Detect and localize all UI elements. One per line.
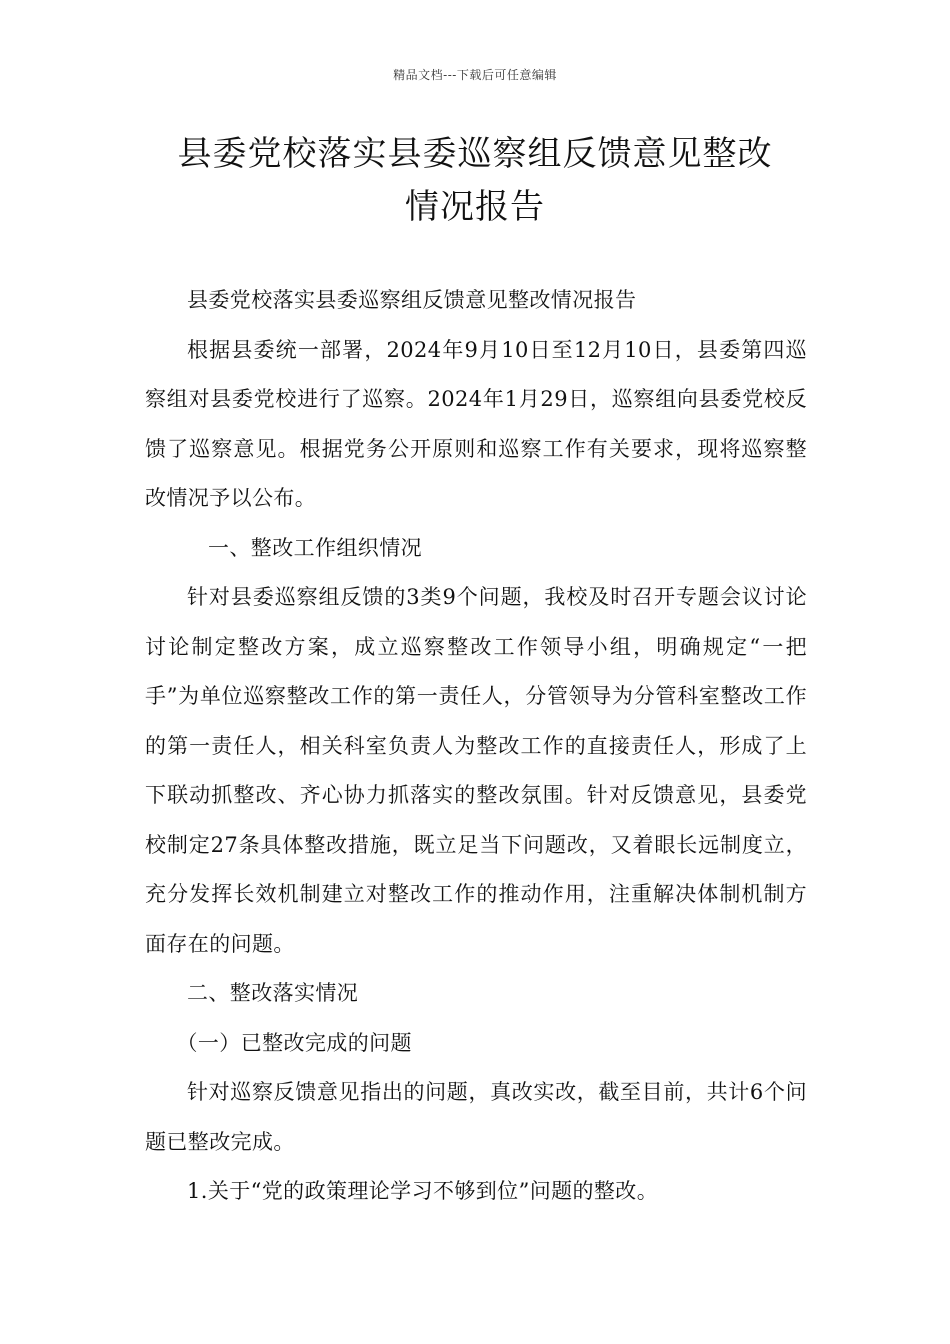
document-body <box>145 276 807 1217</box>
section-heading-implementation: 二、整改落实情况 <box>187 981 359 1005</box>
subsection-heading-completed: （一）已整改完成的问题 <box>176 1030 412 1055</box>
report-subtitle-paragraph: 县委党校落实县委巡察组反馈意见整改情况报告 <box>187 288 637 312</box>
document-title-line-2: 情况报告 <box>405 187 545 227</box>
organization-paragraph: 针对县委巡察组反馈的3类9个问题，我校及时召开专题会议讨论讨论制定整改方案，成立巡察整改工作领导小组，明确规定“一把手”为单位巡察整改工作的第一责任人，分管领导为分管科室整改工作的第一责任人，相关科室负责人为整改工作的直接责任人，形成了上下联动抓整改、齐心协力抓落实的整改氛围。针对反馈意见，县委党校制定27条具体整改措施，既立足当下问题改，又着眼长远制度立，充分发挥长效机制建立对整改工作的推动作用，注重解决体制机制方面存在的问题。 <box>145 585 807 956</box>
completed-paragraph: 针对巡察反馈意见指出的问题，真改实改，截至目前，共计6个问题已整改完成。 <box>145 1080 807 1154</box>
document-title <box>120 128 830 234</box>
page-header-watermark: 精品文档---下载后可任意编辑 <box>393 68 557 82</box>
section-heading-organization: 一、整改工作组织情况 <box>208 535 422 560</box>
intro-paragraph: 根据县委统一部署，2024年9月10日至12月10日，县委第四巡察组对县委党校进行了巡察。2024年1月29日，巡察组向县委党校反馈了巡察意见。根据党务公开原则和巡察工作有关要求，现将巡察整改情况予以公布。 <box>145 337 807 510</box>
document-title-line-1: 县委党校落实县委巡察组反馈意见整改 <box>177 134 773 174</box>
item-heading-1: 1.关于“党的政策理论学习不够到位”问题的整改。 <box>187 1179 659 1203</box>
